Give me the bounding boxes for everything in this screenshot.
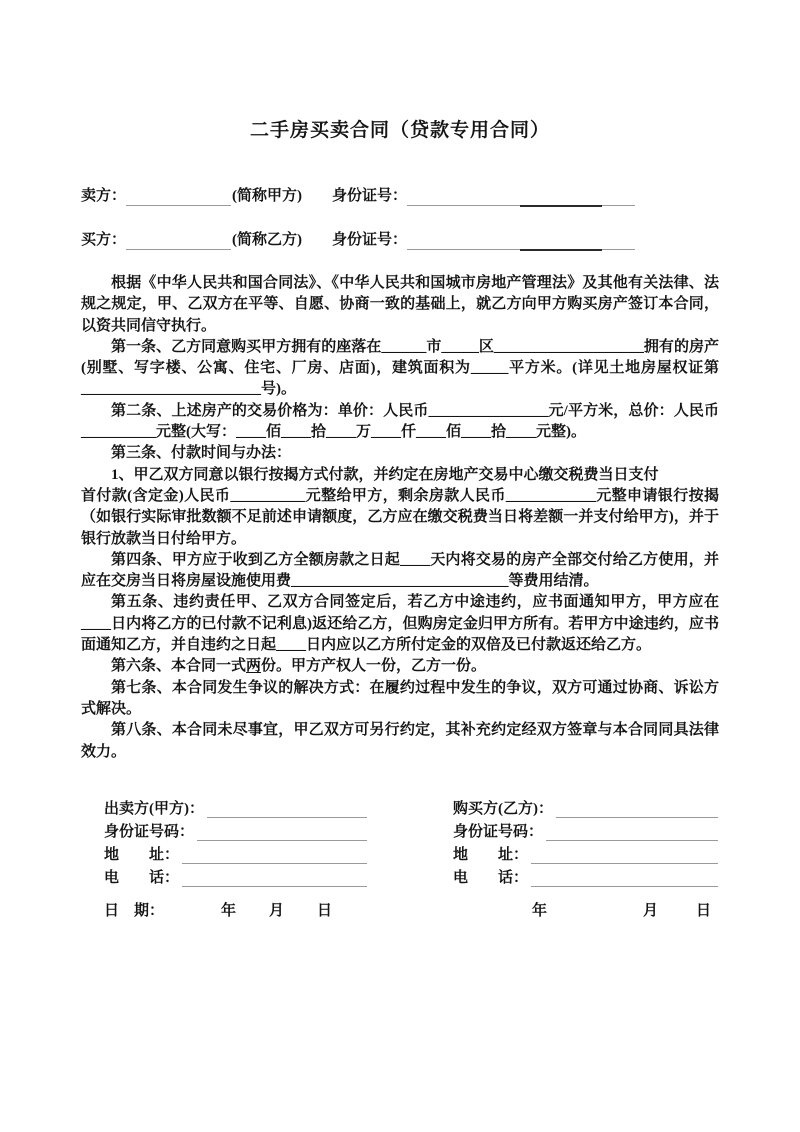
- seller-id-dark-segment: [520, 205, 602, 207]
- date-label: 日 期：: [104, 902, 165, 919]
- buyer-sig-id-blank: [546, 825, 718, 841]
- buyer-label: 买方：: [81, 232, 127, 248]
- article-6-underlined-word: 两: [246, 658, 262, 675]
- article-2: 第二条、上述房产的交易价格为：单价：人民币________________元/平方米，总价：人民币__________元整(大写：____佰____拾____万____仟____佰____拾____元整)。: [81, 402, 719, 441]
- buyer-sig-name-label: 购买方(乙方)：: [453, 800, 553, 817]
- seller-alias-label: (简称甲方): [232, 188, 303, 204]
- article-4: 第四条、甲方应于收到乙方全额房款之日起____天内将交易的房产全部交付给乙方使用，并应在交房当日将房屋设施使用费_____________________________等费用结清。: [81, 551, 719, 590]
- seller-address-row: [104, 841, 367, 864]
- seller-id-row: [104, 818, 367, 841]
- seller-phone-row: [104, 864, 367, 887]
- article-6-text-before: 第六条、本合同一式: [111, 658, 247, 675]
- seller-sig-address-label: 地 址：: [104, 846, 180, 863]
- buyer-sig-phone-blank: [531, 871, 718, 887]
- seller-date-day: 日: [317, 902, 333, 919]
- article-6: [81, 656, 719, 677]
- buyer-name-blank: [126, 234, 231, 250]
- buyer-phone-row: [453, 864, 718, 887]
- seller-sig-phone-blank: [182, 871, 367, 887]
- date-row: [104, 900, 719, 922]
- signature-columns: [81, 795, 719, 887]
- seller-name-row: [104, 795, 367, 818]
- article-8: 第八条、本合同未尽事宜，甲乙双方可另行约定，其补充约定经双方签章与本合同同具法律效力。: [81, 722, 719, 760]
- buyer-id-blank: [407, 234, 635, 250]
- seller-sig-name-label: 出卖方(甲方)：: [104, 800, 204, 817]
- document-title: 二手房买卖合同（贷款专用合同）: [249, 120, 550, 141]
- article-7: 第七条、本合同发生争议的解决方式：在履约过程中发生的争议，双方可通过协商、诉讼方式解决。: [81, 679, 719, 717]
- article-3-item1-continuation: 首付款(含定金)人民币__________元整给甲方，剩余房款人民币____________元整申请银行按揭（如银行实际审批数额不足前述申请额度，乙方应在缴交税费当日将差额一并支付给甲方)，并于银行放款当日付给甲方。: [81, 487, 719, 547]
- seller-sig-id-label: 身份证号码：: [104, 823, 195, 840]
- buyer-name-row: [453, 795, 718, 818]
- buyer-sig-address-blank: [531, 848, 718, 864]
- seller-sig-id-blank: [197, 825, 367, 841]
- content-area: [81, 0, 719, 922]
- seller-signature-column: [104, 795, 367, 887]
- buyer-sig-phone-label: 电 话：: [453, 869, 529, 886]
- seller-sig-name-blank: [207, 802, 367, 818]
- buyer-address-row: [453, 841, 718, 864]
- article-6-text-after: 份。甲方产权人一份，乙方一份。: [261, 658, 487, 675]
- seller-label: 卖方：: [81, 188, 127, 204]
- buyer-alias-label: (简称乙方): [232, 232, 303, 248]
- seller-id-label: 身份证号：: [332, 188, 408, 204]
- buyer-sig-id-label: 身份证号码：: [453, 823, 544, 840]
- buyer-date-year: 年: [531, 902, 547, 919]
- buyer-party-row: [81, 230, 719, 250]
- seller-id-blank: [407, 190, 635, 206]
- buyer-id-label: 身份证号：: [332, 232, 408, 248]
- buyer-date-month: 月: [642, 902, 658, 919]
- seller-sig-phone-label: 电 话：: [104, 869, 180, 886]
- buyer-signature-column: [453, 795, 718, 887]
- intro-paragraph: 根据《中华人民共和国合同法》、《中华人民共和国城市房地产管理法》及其他有关法律、法规之规定，甲、乙双方在平等、自愿、协商一致的基础上，就乙方向甲方购买房产签订本合同，以资共同信守执行。: [81, 275, 719, 334]
- seller-sig-address-blank: [182, 848, 367, 864]
- buyer-sig-name-blank: [556, 802, 718, 818]
- contract-body: [81, 273, 719, 763]
- article-3-item1-line1: 1、甲乙双方同意以银行按揭方式付款，并约定在房地产交易中心缴交税费当日支付: [111, 466, 659, 483]
- seller-date-year: 年: [221, 902, 237, 919]
- article-5: 第五条、违约责任甲、乙双方合同签定后，若乙方中途违约，应书面通知甲方，甲方应在____日内将乙方的已付款不记利息)返还给乙方，但购房定金归甲方所有。若甲方中途违约，应书面通知乙方，并自违约之日起____日内应以乙方所付定金的双倍及已付款返还给乙方。: [81, 594, 719, 654]
- signature-block: [81, 795, 719, 922]
- buyer-id-row: [453, 818, 718, 841]
- article-3-heading: 第三条、付款时间与办法：: [111, 445, 292, 462]
- seller-party-row: [81, 186, 719, 206]
- buyer-date-day: 日: [695, 902, 711, 919]
- buyer-id-dark-segment: [520, 249, 602, 251]
- seller-name-blank: [126, 190, 231, 206]
- seller-date-month: 月: [269, 902, 285, 919]
- buyer-sig-address-label: 地 址：: [453, 846, 529, 863]
- article-1: 第一条、乙方同意购买甲方拥有的座落在______市_____区____________________拥有的房产(别墅、写字楼、公寓、住宅、厂房、店面)，建筑面积为_____平方米。(详见土地房屋权证第________________________号)。: [81, 338, 719, 398]
